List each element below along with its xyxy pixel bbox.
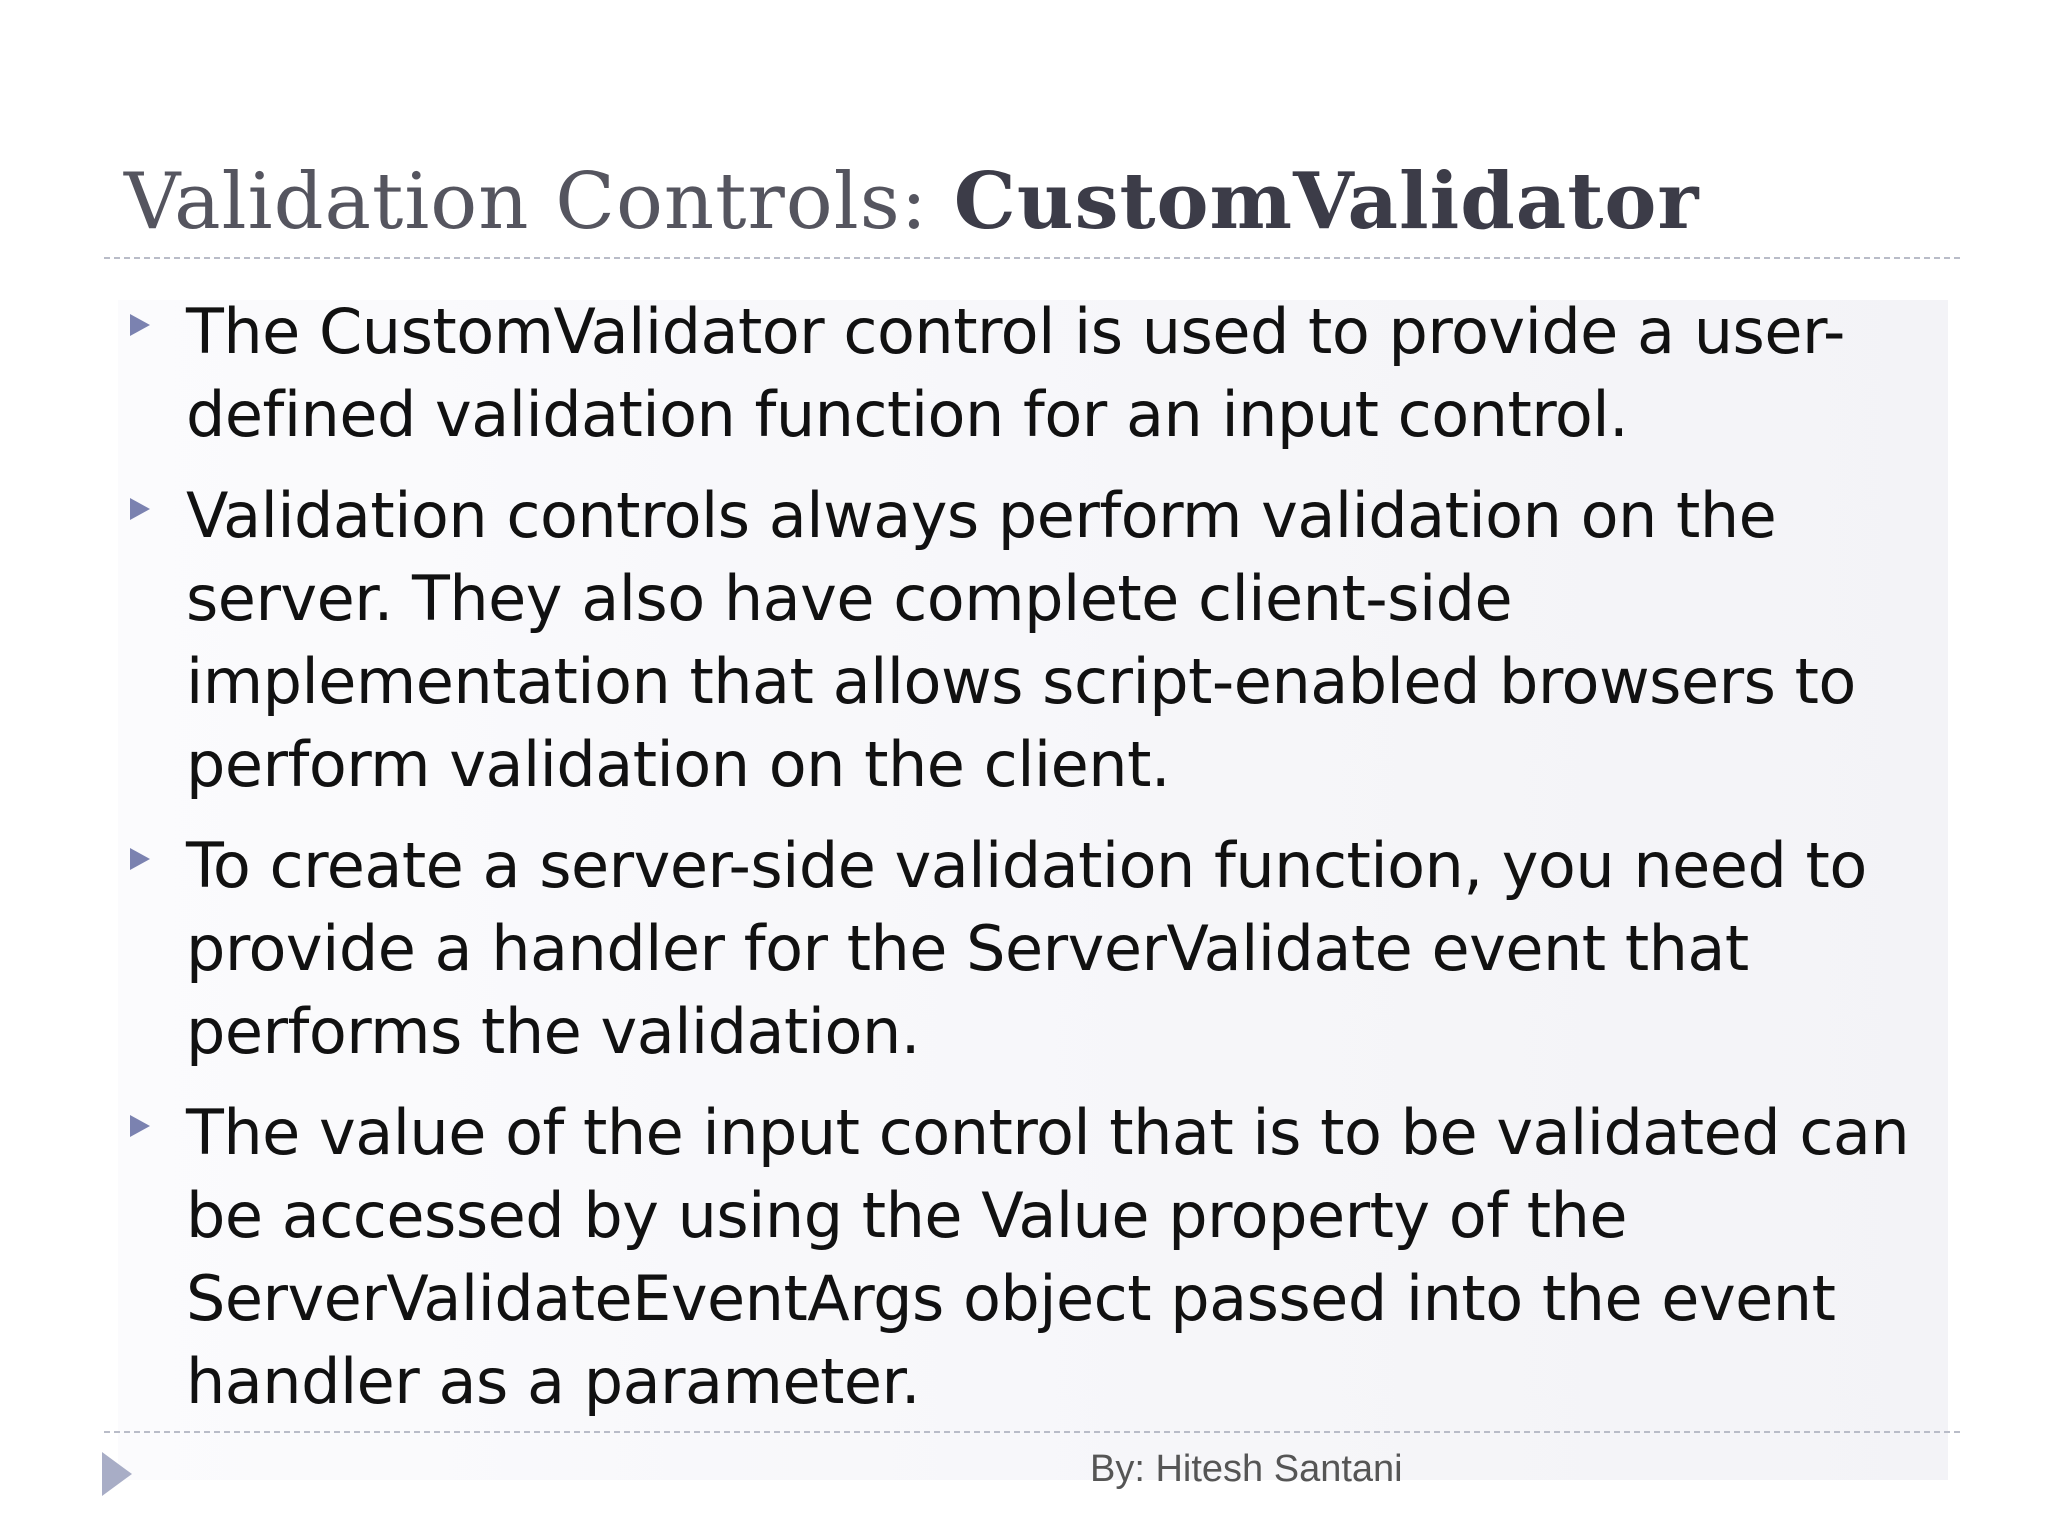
footer-divider [104,1431,1960,1433]
bullet-text: The CustomValidator control is used to provide a user-defined validation function for an input control. [186,295,1845,451]
bullet-item [124,474,1914,806]
slide-title-emphasis: CustomValidator [953,156,1700,247]
slide-title [124,152,1699,252]
slide-title-prefix: Validation Controls: [124,157,954,247]
footer-author: By: Hitesh Santani [1090,1448,1403,1490]
bullet-item [124,824,1914,1073]
footer-triangle-icon [102,1452,132,1496]
bullet-item [124,290,1914,456]
bullet-list [124,290,1914,1441]
title-divider [104,257,1960,259]
bullet-item [124,1091,1914,1423]
bullet-text: To create a server-side validation function, you need to provide a handler for the ServerValidate event that performs the validation. [186,829,1867,1068]
bullet-text: Validation controls always perform validation on the server. They also have complete client-side implementation that allows script-enabled browsers to perform validation on the client. [186,479,1856,801]
bullet-text: The value of the input control that is to be validated can be accessed by using the Value property of the ServerValidateEventArgs object passed into the event handler as a parameter. [186,1096,1910,1418]
bullet-triangle-icon [130,1115,150,1137]
bullet-triangle-icon [130,848,150,870]
bullet-triangle-icon [130,498,150,520]
bullet-triangle-icon [130,314,150,336]
